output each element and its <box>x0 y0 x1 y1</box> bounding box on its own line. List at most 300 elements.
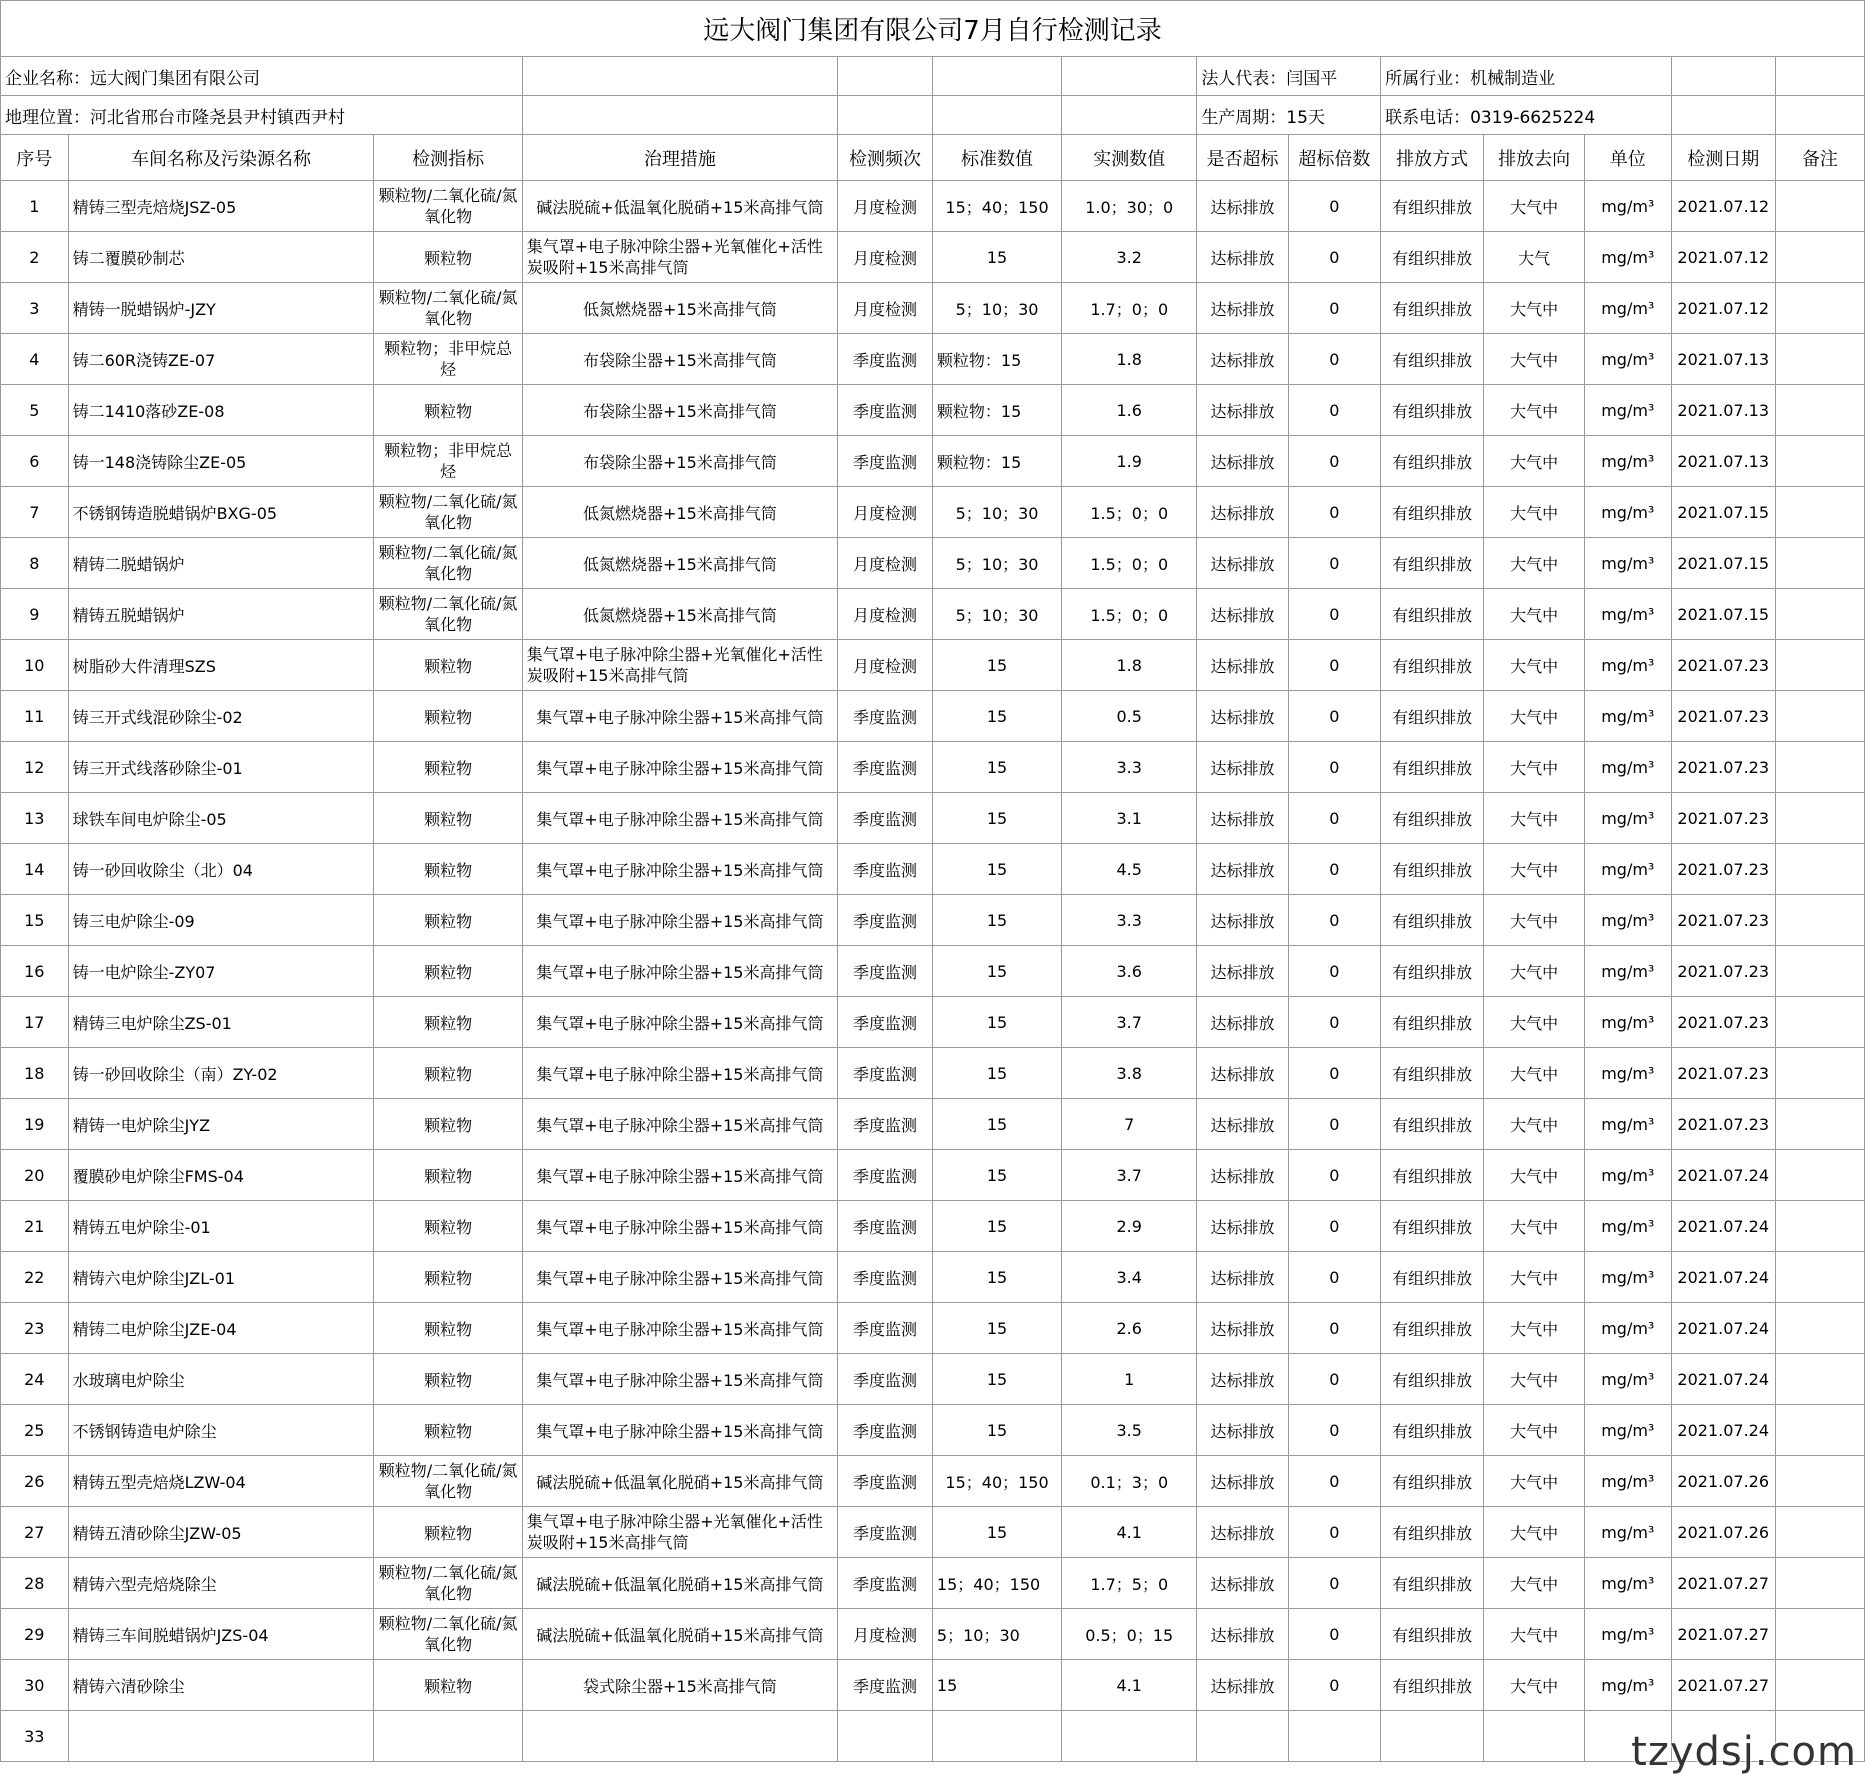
cell-exceed-ratio: 0 <box>1288 1558 1380 1609</box>
cell-discharge-to: 大气中 <box>1484 997 1585 1048</box>
cell-index: 18 <box>1 1048 69 1099</box>
cell-treatment: 集气罩+电子脉冲除尘器+15米高排气筒 <box>522 1099 837 1150</box>
cell-treatment: 低氮燃烧器+15米高排气筒 <box>522 283 837 334</box>
cell-treatment: 碱法脱硫+低温氧化脱硝+15米高排气筒 <box>522 1456 837 1507</box>
cell-measured: 3.6 <box>1062 946 1197 997</box>
cell-unit: mg/m³ <box>1585 232 1672 283</box>
column-header: 治理措施 <box>522 135 837 181</box>
cell-exceed: 达标排放 <box>1197 1405 1288 1456</box>
cell-indicator: 颗粒物/二氧化硫/氮氧化物 <box>374 1456 522 1507</box>
cell-index: 24 <box>1 1354 69 1405</box>
cell-remark <box>1775 1456 1864 1507</box>
cell-measured: 1.5；0；0 <box>1062 538 1197 589</box>
cell-standard: 15 <box>932 1048 1061 1099</box>
cell-date: 2021.07.13 <box>1671 334 1775 385</box>
cell-source: 铸一砂回收除尘（北）04 <box>68 844 374 895</box>
cell-indicator: 颗粒物 <box>374 793 522 844</box>
cell-standard: 15 <box>932 1660 1061 1711</box>
cell-standard: 15 <box>932 640 1061 691</box>
column-header: 排放方式 <box>1381 135 1484 181</box>
cell-index: 17 <box>1 997 69 1048</box>
cell-source: 精铸五脱蜡锅炉 <box>68 589 374 640</box>
cell-unit: mg/m³ <box>1585 742 1672 793</box>
cell-date: 2021.07.23 <box>1671 997 1775 1048</box>
cell-discharge-to <box>1484 1711 1585 1762</box>
cell-discharge-to: 大气中 <box>1484 895 1585 946</box>
cell-discharge-mode: 有组织排放 <box>1381 1609 1484 1660</box>
cell-exceed-ratio: 0 <box>1288 640 1380 691</box>
cell-date: 2021.07.27 <box>1671 1609 1775 1660</box>
cell-unit: mg/m³ <box>1585 691 1672 742</box>
cell-exceed-ratio: 0 <box>1288 1048 1380 1099</box>
industry: 所属行业：机械制造业 <box>1381 57 1671 96</box>
cell-remark <box>1775 1099 1864 1150</box>
production-cycle: 生产周期：15天 <box>1197 96 1381 135</box>
cell-discharge-mode: 有组织排放 <box>1381 946 1484 997</box>
cell-date: 2021.07.23 <box>1671 946 1775 997</box>
cell-measured: 1 <box>1062 1354 1197 1405</box>
cell-index: 3 <box>1 283 69 334</box>
cell-measured: 2.6 <box>1062 1303 1197 1354</box>
cell-frequency: 季度监测 <box>838 385 933 436</box>
info-row-1 <box>1 57 1865 96</box>
cell-index: 8 <box>1 538 69 589</box>
cell-discharge-to: 大气中 <box>1484 640 1585 691</box>
cell-unit: mg/m³ <box>1585 1558 1672 1609</box>
cell-indicator: 颗粒物 <box>374 691 522 742</box>
cell-treatment: 集气罩+电子脉冲除尘器+15米高排气筒 <box>522 1252 837 1303</box>
cell-date: 2021.07.27 <box>1671 1660 1775 1711</box>
cell-unit: mg/m³ <box>1585 1660 1672 1711</box>
cell-exceed: 达标排放 <box>1197 1048 1288 1099</box>
cell-indicator: 颗粒物/二氧化硫/氮氧化物 <box>374 538 522 589</box>
cell-date: 2021.07.26 <box>1671 1456 1775 1507</box>
cell-index: 12 <box>1 742 69 793</box>
cell-exceed: 达标排放 <box>1197 181 1288 232</box>
cell-remark <box>1775 1609 1864 1660</box>
cell-frequency: 月度检测 <box>838 589 933 640</box>
cell-index: 25 <box>1 1405 69 1456</box>
cell-unit: mg/m³ <box>1585 640 1672 691</box>
cell-indicator: 颗粒物/二氧化硫/氮氧化物 <box>374 1558 522 1609</box>
cell-indicator: 颗粒物/二氧化硫/氮氧化物 <box>374 1609 522 1660</box>
table-row <box>1 1252 1865 1303</box>
cell-unit: mg/m³ <box>1585 1609 1672 1660</box>
cell-remark <box>1775 334 1864 385</box>
cell-exceed-ratio: 0 <box>1288 283 1380 334</box>
cell-source: 精铸二电炉除尘JZE-04 <box>68 1303 374 1354</box>
cell-treatment: 集气罩+电子脉冲除尘器+15米高排气筒 <box>522 946 837 997</box>
cell-standard: 5；10；30 <box>932 538 1061 589</box>
cell-treatment: 集气罩+电子脉冲除尘器+15米高排气筒 <box>522 844 837 895</box>
cell-date: 2021.07.24 <box>1671 1405 1775 1456</box>
cell-treatment: 低氮燃烧器+15米高排气筒 <box>522 589 837 640</box>
cell-measured: 7 <box>1062 1099 1197 1150</box>
cell-exceed: 达标排放 <box>1197 1456 1288 1507</box>
cell-indicator: 颗粒物 <box>374 1099 522 1150</box>
cell-exceed-ratio: 0 <box>1288 691 1380 742</box>
cell-source: 覆膜砂电炉除尘FMS-04 <box>68 1150 374 1201</box>
cell-frequency: 季度监测 <box>838 1048 933 1099</box>
cell-discharge-mode: 有组织排放 <box>1381 1507 1484 1558</box>
cell-measured: 0.5；0；15 <box>1062 1609 1197 1660</box>
cell-frequency: 季度监测 <box>838 1150 933 1201</box>
cell-indicator: 颗粒物 <box>374 232 522 283</box>
cell-date: 2021.07.23 <box>1671 691 1775 742</box>
table-row <box>1 1609 1865 1660</box>
cell-frequency: 季度监测 <box>838 895 933 946</box>
cell-date: 2021.07.15 <box>1671 538 1775 589</box>
cell-exceed: 达标排放 <box>1197 334 1288 385</box>
cell-exceed: 达标排放 <box>1197 895 1288 946</box>
cell-frequency: 月度检测 <box>838 181 933 232</box>
cell-treatment: 布袋除尘器+15米高排气筒 <box>522 436 837 487</box>
cell-treatment: 集气罩+电子脉冲除尘器+光氧催化+活性炭吸附+15米高排气筒 <box>522 1507 837 1558</box>
column-headers <box>1 135 1865 181</box>
cell-date: 2021.07.24 <box>1671 1201 1775 1252</box>
cell-date: 2021.07.24 <box>1671 1354 1775 1405</box>
cell-exceed-ratio: 0 <box>1288 232 1380 283</box>
cell-unit: mg/m³ <box>1585 997 1672 1048</box>
table-body <box>1 181 1865 1762</box>
cell-standard: 颗粒物：15 <box>932 385 1061 436</box>
table-row <box>1 283 1865 334</box>
cell-index: 6 <box>1 436 69 487</box>
cell-measured: 0.1；3；0 <box>1062 1456 1197 1507</box>
cell-exceed-ratio: 0 <box>1288 1507 1380 1558</box>
cell-index: 27 <box>1 1507 69 1558</box>
legal-representative: 法人代表：闫国平 <box>1197 57 1381 96</box>
cell-unit: mg/m³ <box>1585 1252 1672 1303</box>
cell-discharge-to: 大气中 <box>1484 1201 1585 1252</box>
table-row <box>1 997 1865 1048</box>
table-row <box>1 895 1865 946</box>
cell-exceed: 达标排放 <box>1197 844 1288 895</box>
column-header: 超标倍数 <box>1288 135 1380 181</box>
cell-index: 29 <box>1 1609 69 1660</box>
cell-measured: 1.9 <box>1062 436 1197 487</box>
cell-frequency: 月度检测 <box>838 640 933 691</box>
cell-index: 23 <box>1 1303 69 1354</box>
cell-source: 精铸二脱蜡锅炉 <box>68 538 374 589</box>
cell-frequency: 月度检测 <box>838 283 933 334</box>
cell-remark <box>1775 742 1864 793</box>
cell-indicator: 颗粒物 <box>374 1354 522 1405</box>
cell-date: 2021.07.26 <box>1671 1507 1775 1558</box>
cell-treatment: 碱法脱硫+低温氧化脱硝+15米高排气筒 <box>522 1609 837 1660</box>
cell-index: 22 <box>1 1252 69 1303</box>
cell-source: 精铸六清砂除尘 <box>68 1660 374 1711</box>
cell-discharge-mode: 有组织排放 <box>1381 232 1484 283</box>
cell-exceed-ratio: 0 <box>1288 844 1380 895</box>
cell-discharge-mode <box>1381 1711 1484 1762</box>
cell-remark <box>1775 487 1864 538</box>
cell-discharge-mode: 有组织排放 <box>1381 1048 1484 1099</box>
table-row <box>1 487 1865 538</box>
table-row <box>1 385 1865 436</box>
cell-measured: 1.5；0；0 <box>1062 487 1197 538</box>
cell-remark <box>1775 385 1864 436</box>
cell-exceed: 达标排放 <box>1197 793 1288 844</box>
table-row <box>1 793 1865 844</box>
cell-discharge-to: 大气中 <box>1484 1609 1585 1660</box>
cell-standard: 15；40；150 <box>932 1456 1061 1507</box>
cell-unit: mg/m³ <box>1585 946 1672 997</box>
cell-exceed: 达标排放 <box>1197 1201 1288 1252</box>
table-row <box>1 589 1865 640</box>
cell-exceed-ratio: 0 <box>1288 487 1380 538</box>
cell-indicator: 颗粒物 <box>374 946 522 997</box>
cell-exceed: 达标排放 <box>1197 487 1288 538</box>
cell-standard: 15 <box>932 232 1061 283</box>
cell-frequency: 季度监测 <box>838 1201 933 1252</box>
cell-indicator: 颗粒物 <box>374 844 522 895</box>
cell-standard: 15 <box>932 691 1061 742</box>
cell-standard: 15 <box>932 895 1061 946</box>
cell-standard: 5；10；30 <box>932 487 1061 538</box>
cell-discharge-to: 大气中 <box>1484 742 1585 793</box>
column-header: 检测指标 <box>374 135 522 181</box>
cell-measured: 4.1 <box>1062 1507 1197 1558</box>
column-header: 备注 <box>1775 135 1864 181</box>
table-row <box>1 1150 1865 1201</box>
cell-index: 21 <box>1 1201 69 1252</box>
cell-remark <box>1775 1303 1864 1354</box>
cell-source: 铸一148浇铸除尘ZE-05 <box>68 436 374 487</box>
cell-index: 26 <box>1 1456 69 1507</box>
cell-frequency: 季度监测 <box>838 334 933 385</box>
cell-frequency: 季度监测 <box>838 946 933 997</box>
cell-index: 9 <box>1 589 69 640</box>
cell-frequency: 季度监测 <box>838 742 933 793</box>
cell-exceed: 达标排放 <box>1197 640 1288 691</box>
cell-standard: 15 <box>932 1150 1061 1201</box>
cell-unit: mg/m³ <box>1585 1405 1672 1456</box>
cell-measured: 1.5；0；0 <box>1062 589 1197 640</box>
cell-source: 球铁车间电炉除尘-05 <box>68 793 374 844</box>
cell-treatment: 集气罩+电子脉冲除尘器+15米高排气筒 <box>522 793 837 844</box>
cell-discharge-to: 大气中 <box>1484 844 1585 895</box>
cell-indicator: 颗粒物 <box>374 1507 522 1558</box>
watermark: tzydsj.com <box>1631 1729 1857 1775</box>
cell-unit: mg/m³ <box>1585 895 1672 946</box>
cell-unit: mg/m³ <box>1585 844 1672 895</box>
cell-discharge-mode: 有组织排放 <box>1381 895 1484 946</box>
cell-remark <box>1775 997 1864 1048</box>
cell-source: 铸三电炉除尘-09 <box>68 895 374 946</box>
cell-remark <box>1775 1048 1864 1099</box>
cell-unit: mg/m³ <box>1585 334 1672 385</box>
table-row <box>1 1048 1865 1099</box>
title-row <box>1 1 1865 57</box>
cell-date: 2021.07.23 <box>1671 793 1775 844</box>
cell-discharge-to: 大气中 <box>1484 1558 1585 1609</box>
cell-standard: 15 <box>932 1303 1061 1354</box>
cell-frequency: 季度监测 <box>838 1405 933 1456</box>
cell-exceed-ratio: 0 <box>1288 1150 1380 1201</box>
cell-exceed-ratio: 0 <box>1288 997 1380 1048</box>
cell-exceed: 达标排放 <box>1197 1354 1288 1405</box>
cell-discharge-to: 大气中 <box>1484 181 1585 232</box>
cell-treatment: 集气罩+电子脉冲除尘器+15米高排气筒 <box>522 1303 837 1354</box>
cell-index: 13 <box>1 793 69 844</box>
cell-indicator: 颗粒物 <box>374 742 522 793</box>
cell-standard: 颗粒物：15 <box>932 334 1061 385</box>
cell-source: 铸一电炉除尘-ZY07 <box>68 946 374 997</box>
cell-source: 不锈钢铸造电炉除尘 <box>68 1405 374 1456</box>
cell-discharge-to: 大气中 <box>1484 1303 1585 1354</box>
cell-standard: 15 <box>932 844 1061 895</box>
cell-standard: 15 <box>932 997 1061 1048</box>
cell-exceed-ratio: 0 <box>1288 946 1380 997</box>
cell-frequency: 季度监测 <box>838 844 933 895</box>
cell-indicator: 颗粒物 <box>374 1405 522 1456</box>
cell-source: 不锈钢铸造脱蜡锅炉BXG-05 <box>68 487 374 538</box>
cell-frequency: 季度监测 <box>838 1507 933 1558</box>
cell-measured: 4.5 <box>1062 844 1197 895</box>
cell-date: 2021.07.27 <box>1671 1558 1775 1609</box>
cell-measured: 3.4 <box>1062 1252 1197 1303</box>
table-row <box>1 1354 1865 1405</box>
cell-source: 精铸五清砂除尘JZW-05 <box>68 1507 374 1558</box>
cell-discharge-to: 大气中 <box>1484 691 1585 742</box>
cell-discharge-to: 大气 <box>1484 232 1585 283</box>
cell-source: 精铸三车间脱蜡锅炉JZS-04 <box>68 1609 374 1660</box>
cell-index: 28 <box>1 1558 69 1609</box>
cell-remark <box>1775 538 1864 589</box>
cell-standard: 15 <box>932 1252 1061 1303</box>
cell-measured: 3.3 <box>1062 742 1197 793</box>
cell-indicator: 颗粒物 <box>374 997 522 1048</box>
cell-discharge-mode: 有组织排放 <box>1381 691 1484 742</box>
cell-date: 2021.07.12 <box>1671 283 1775 334</box>
cell-source: 铸二60R浇铸ZE-07 <box>68 334 374 385</box>
cell-indicator: 颗粒物 <box>374 1201 522 1252</box>
cell-remark <box>1775 436 1864 487</box>
cell-index: 11 <box>1 691 69 742</box>
cell-discharge-to: 大气中 <box>1484 487 1585 538</box>
cell-exceed: 达标排放 <box>1197 1609 1288 1660</box>
cell-unit: mg/m³ <box>1585 793 1672 844</box>
cell-frequency: 月度检测 <box>838 1609 933 1660</box>
cell-date: 2021.07.13 <box>1671 385 1775 436</box>
cell-exceed-ratio: 0 <box>1288 895 1380 946</box>
cell-measured: 3.7 <box>1062 997 1197 1048</box>
cell-exceed: 达标排放 <box>1197 1252 1288 1303</box>
cell-remark <box>1775 946 1864 997</box>
table-row <box>1 538 1865 589</box>
cell-discharge-mode: 有组织排放 <box>1381 385 1484 436</box>
cell-exceed-ratio: 0 <box>1288 181 1380 232</box>
cell-exceed: 达标排放 <box>1197 283 1288 334</box>
cell-unit: mg/m³ <box>1585 487 1672 538</box>
cell-remark <box>1775 844 1864 895</box>
cell-exceed: 达标排放 <box>1197 232 1288 283</box>
cell-measured: 3.8 <box>1062 1048 1197 1099</box>
cell-remark <box>1775 181 1864 232</box>
location: 地理位置：河北省邢台市隆尧县尹村镇西尹村 <box>1 96 523 135</box>
cell-discharge-to: 大气中 <box>1484 538 1585 589</box>
cell-date: 2021.07.24 <box>1671 1303 1775 1354</box>
cell-discharge-mode: 有组织排放 <box>1381 1303 1484 1354</box>
cell-indicator: 颗粒物/二氧化硫/氮氧化物 <box>374 487 522 538</box>
cell-remark <box>1775 1354 1864 1405</box>
cell-standard: 5；10；30 <box>932 1609 1061 1660</box>
cell-source: 精铸三型壳焙烧JSZ-05 <box>68 181 374 232</box>
column-header: 检测频次 <box>838 135 933 181</box>
cell-exceed: 达标排放 <box>1197 1507 1288 1558</box>
cell-exceed: 达标排放 <box>1197 1660 1288 1711</box>
cell-standard: 颗粒物：15 <box>932 436 1061 487</box>
cell-source: 铸二覆膜砂制芯 <box>68 232 374 283</box>
cell-discharge-to: 大气中 <box>1484 793 1585 844</box>
cell-date: 2021.07.23 <box>1671 895 1775 946</box>
cell-remark <box>1775 1558 1864 1609</box>
cell-exceed: 达标排放 <box>1197 1303 1288 1354</box>
cell-indicator: 颗粒物；非甲烷总烃 <box>374 334 522 385</box>
table-row <box>1 691 1865 742</box>
cell-measured: 3.5 <box>1062 1405 1197 1456</box>
cell-standard: 15；40；150 <box>932 1558 1061 1609</box>
cell-exceed-ratio: 0 <box>1288 1405 1380 1456</box>
cell-unit: mg/m³ <box>1585 1456 1672 1507</box>
table-row <box>1 1711 1865 1762</box>
cell-frequency: 季度监测 <box>838 1660 933 1711</box>
cell-discharge-to: 大气中 <box>1484 1507 1585 1558</box>
column-header: 标准数值 <box>932 135 1061 181</box>
cell-frequency: 月度检测 <box>838 232 933 283</box>
cell-date: 2021.07.23 <box>1671 742 1775 793</box>
company-name: 企业名称：远大阀门集团有限公司 <box>1 57 523 96</box>
cell-remark <box>1775 283 1864 334</box>
cell-indicator: 颗粒物 <box>374 895 522 946</box>
cell-frequency: 季度监测 <box>838 436 933 487</box>
cell-measured: 2.9 <box>1062 1201 1197 1252</box>
cell-exceed: 达标排放 <box>1197 1150 1288 1201</box>
cell-treatment: 袋式除尘器+15米高排气筒 <box>522 1660 837 1711</box>
cell-index: 10 <box>1 640 69 691</box>
cell-unit: mg/m³ <box>1585 1201 1672 1252</box>
cell-index: 30 <box>1 1660 69 1711</box>
table-row <box>1 1507 1865 1558</box>
cell-standard: 15 <box>932 1099 1061 1150</box>
cell-treatment: 集气罩+电子脉冲除尘器+15米高排气筒 <box>522 1201 837 1252</box>
cell-exceed: 达标排放 <box>1197 691 1288 742</box>
cell-discharge-to: 大气中 <box>1484 589 1585 640</box>
cell-source: 精铸一电炉除尘JYZ <box>68 1099 374 1150</box>
cell-measured: 1.7；0；0 <box>1062 283 1197 334</box>
cell-discharge-to: 大气中 <box>1484 1099 1585 1150</box>
cell-unit: mg/m³ <box>1585 1150 1672 1201</box>
cell-source: 树脂砂大件清理SZS <box>68 640 374 691</box>
cell-frequency: 季度监测 <box>838 1252 933 1303</box>
cell-index: 14 <box>1 844 69 895</box>
cell-date: 2021.07.12 <box>1671 232 1775 283</box>
cell-remark <box>1775 1252 1864 1303</box>
cell-index: 2 <box>1 232 69 283</box>
cell-remark <box>1775 1405 1864 1456</box>
column-header: 是否超标 <box>1197 135 1288 181</box>
cell-discharge-mode: 有组织排放 <box>1381 640 1484 691</box>
cell-date: 2021.07.23 <box>1671 640 1775 691</box>
cell-standard: 5；10；30 <box>932 589 1061 640</box>
cell-source: 精铸五电炉除尘-01 <box>68 1201 374 1252</box>
cell-discharge-mode: 有组织排放 <box>1381 1405 1484 1456</box>
cell-exceed: 达标排放 <box>1197 742 1288 793</box>
cell-source: 铸二1410落砂ZE-08 <box>68 385 374 436</box>
cell-discharge-to: 大气中 <box>1484 1150 1585 1201</box>
cell-standard <box>932 1711 1061 1762</box>
